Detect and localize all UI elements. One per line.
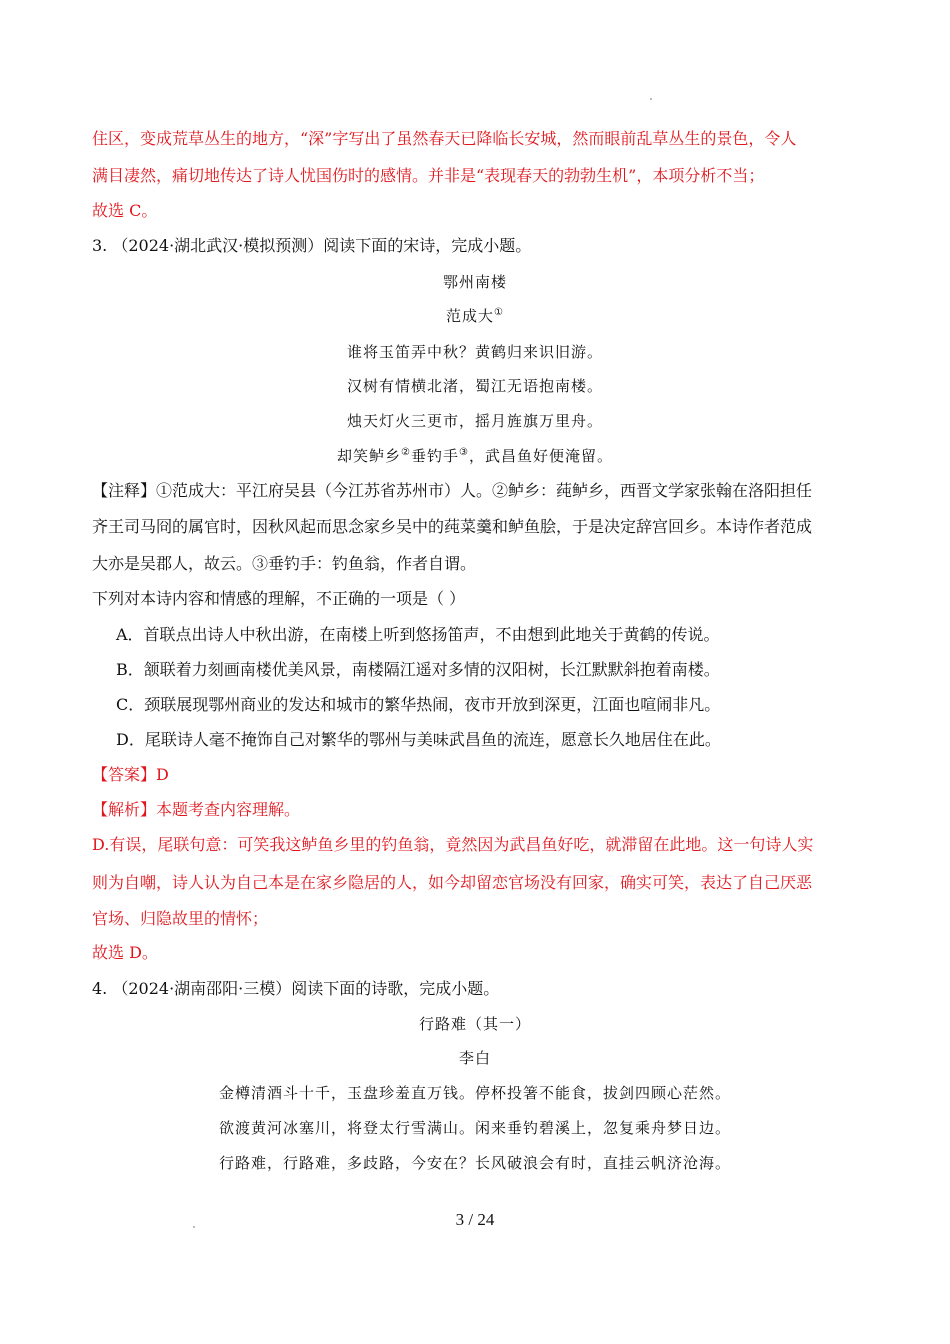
poem-author: [0, 305, 950, 327]
poem-line-4-part-3: ，武昌鱼好便淹留。: [468, 447, 613, 465]
poem-title: 行路难（其一）: [418, 1015, 531, 1033]
notes-line-2: 齐王司马冏的属官时，因秋风起而思念家乡吴中的莼菜羹和鲈鱼脍，于是决定辞宫回乡。本诗作者范成: [92, 517, 813, 536]
footnote-marker: ②: [401, 447, 411, 458]
analysis-continuation-line-2: 满目凄然，痛切地传达了诗人忧国伤时的感情。并非是“表现春天的勃勃生机”，本项分析不当；: [92, 166, 765, 185]
footnote-marker: ①: [494, 307, 504, 318]
analysis-conclusion: 故选 D。: [92, 943, 158, 962]
option-c: C．颈联展现鄂州商业的发达和城市的繁华热闹，夜市开放到深更，江面也喧闹非凡。: [116, 695, 721, 714]
poem-line-3: 行路难，行路难，多歧路，今安在？长风破浪会有时，直挂云帆济沧海。: [218, 1154, 731, 1172]
notes-line-3: 大亦是吴郡人，故云。③垂钓手：钓鱼翁，作者自谓。: [92, 554, 477, 573]
poem-line-4-part-1: 却笑鲈乡: [337, 447, 402, 465]
analysis-continuation-line-1: 住区，变成荒草丛生的地方，“深”字写出了虽然春天已降临长安城，然而眼前乱草丛生的景色，令人: [92, 129, 797, 148]
analysis-heading: 【解析】本题考查内容理解。: [92, 800, 301, 819]
poem-line-2: 欲渡黄河冰塞川，将登太行雪满山。闲来垂钓碧溪上，忽复乘舟梦日边。: [218, 1119, 731, 1137]
option-d: D．尾联诗人毫不掩饰自己对繁华的鄂州与美味武昌鱼的流连，愿意长久地居住在此。: [116, 730, 721, 749]
analysis-line-1: D.有误，尾联句意：可笑我这鲈鱼乡里的钓鱼翁，竟然因为武昌鱼好吃，就滞留在此地。这一句诗人实: [92, 835, 814, 854]
poem-author: 李白: [458, 1049, 491, 1067]
analysis-line-2: 则为自嘲，诗人认为自己本是在家乡隐居的人，如今却留恋官场没有回家，确实可笑，表达了自己厌恶: [92, 873, 813, 892]
poem-author-name: 范成大: [446, 307, 495, 325]
question-3-prompt: 下列对本诗内容和情感的理解，不正确的一项是（ ）: [92, 589, 466, 608]
poem-line-1: 谁将玉笛弄中秋？黄鹤归来识旧游。: [346, 343, 603, 361]
poem-line-3: 烛天灯火三更市，摇月旌旗万里舟。: [346, 412, 603, 430]
question-3-header: 3. （2024·湖北武汉·模拟预测）阅读下面的宋诗，完成小题。: [92, 236, 532, 255]
answer: 【答案】D: [92, 765, 169, 784]
footnote-marker: ③: [459, 447, 469, 458]
poem-title: 鄂州南楼: [442, 273, 507, 291]
page-number: 3 / 24: [455, 1210, 495, 1229]
poem-line-4-part-2: 垂钓手: [410, 447, 459, 465]
poem-line-4: [0, 445, 950, 467]
analysis-line-3: 官场、归隐故里的情怀；: [92, 909, 269, 928]
notes-line-1: 【注释】①范成大：平江府吴县（今江苏省苏州市）人。②鲈乡：莼鲈乡，西晋文学家张翰在洛阳担任: [92, 481, 813, 500]
poem-line-1: 金樽清酒斗十千，玉盘珍羞直万钱。停杯投箸不能食，拔剑四顾心茫然。: [218, 1084, 731, 1102]
question-4-header: 4. （2024·湖南邵阳·三模）阅读下面的诗歌，完成小题。: [92, 979, 500, 998]
scan-speck: [650, 98, 652, 100]
analysis-conclusion: 故选 C。: [92, 201, 158, 220]
option-b: B．颔联着力刻画南楼优美风景，南楼隔江遥对多情的汉阳树，长江默默斜抱着南楼。: [116, 660, 720, 679]
poem-line-2: 汉树有情横北渚，蜀江无语抱南楼。: [346, 377, 603, 395]
option-a: A．首联点出诗人中秋出游，在南楼上听到悠扬笛声，不由想到此地关于黄鹤的传说。: [116, 625, 720, 644]
